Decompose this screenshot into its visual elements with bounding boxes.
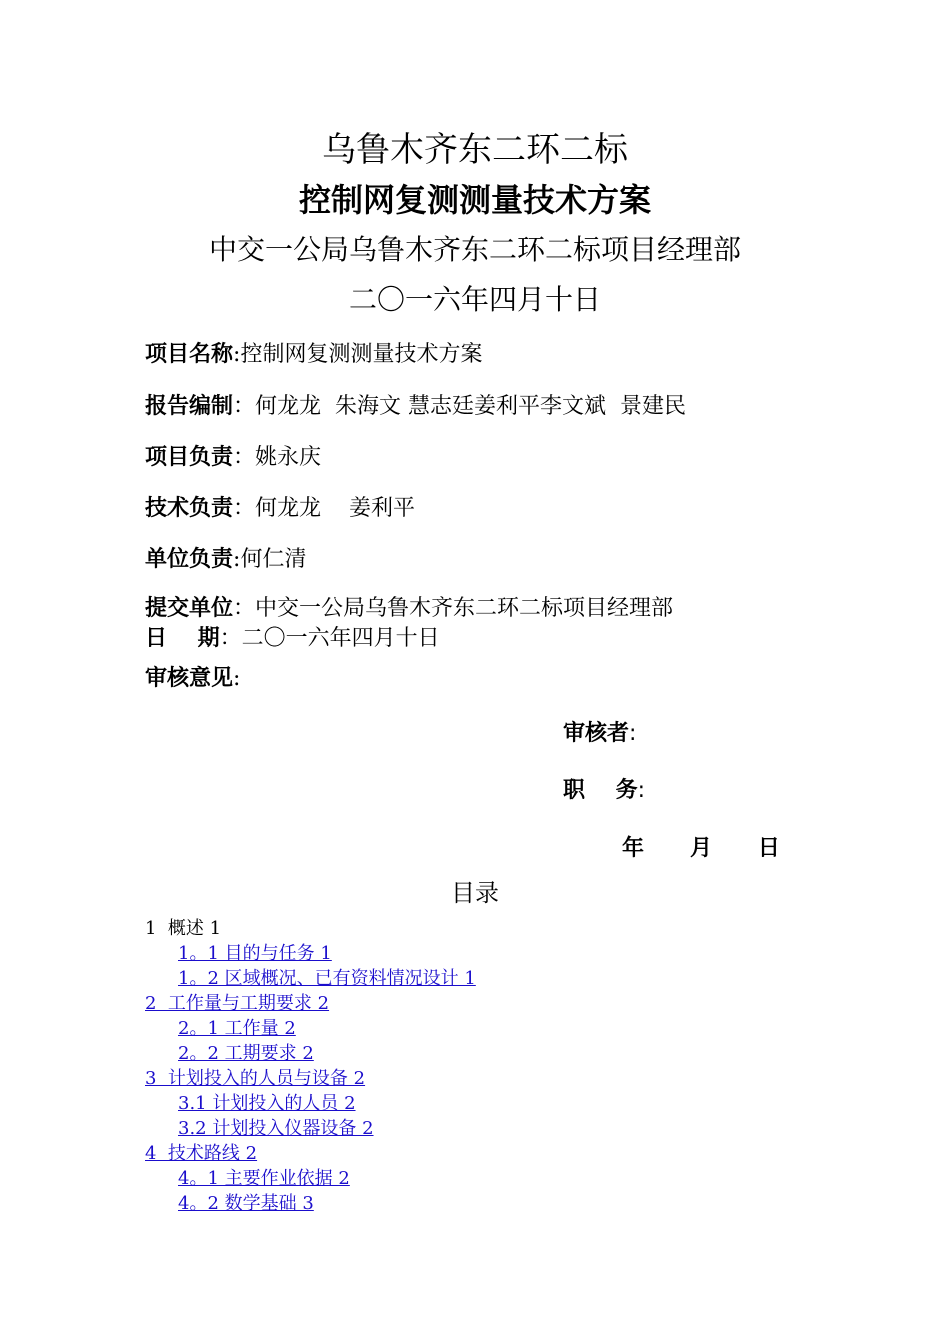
field-separator: ： — [233, 596, 256, 621]
toc-link[interactable]: 2 工作量与工期要求 2 — [145, 993, 330, 1014]
field-unit-lead — [145, 545, 306, 575]
field-label: 报告编制 — [145, 394, 234, 419]
toc-item[interactable] — [145, 1141, 845, 1166]
toc-item[interactable] — [145, 1066, 845, 1091]
field-value: 何仁清 — [240, 547, 307, 572]
position-label: 职 务 — [563, 778, 638, 803]
toc-link[interactable]: 4。2 数学基础 3 — [178, 1193, 314, 1214]
toc-item[interactable] — [145, 1116, 845, 1141]
toc-link[interactable]: 3 计划投入的人员与设备 2 — [145, 1068, 366, 1089]
field-project-lead — [145, 443, 321, 473]
field-tech-lead — [145, 494, 415, 524]
field-separator: ： — [219, 626, 242, 651]
field-label: 单位负责 — [145, 547, 234, 572]
document-title-line1: 乌鲁木齐东二环二标 — [322, 130, 628, 170]
toc-item[interactable] — [145, 1191, 845, 1216]
reviewer-line — [563, 719, 636, 749]
toc-text: 1 概述 1 — [145, 918, 222, 939]
field-value: 何龙龙 姜利平 — [255, 496, 416, 521]
toc-link[interactable]: 1。1 目的与任务 1 — [178, 943, 332, 964]
field-label: 提交单位 — [145, 596, 234, 621]
toc-link[interactable]: 3.2 计划投入仪器设备 2 — [178, 1118, 374, 1139]
toc-item[interactable] — [145, 1166, 845, 1191]
toc-link[interactable]: 4。1 主要作业依据 2 — [178, 1168, 350, 1189]
field-project-name — [145, 340, 482, 370]
field-separator: ： — [233, 394, 256, 419]
issuing-organization: 中交一公局乌鲁木齐东二环二标项目经理部 — [208, 233, 741, 266]
position-separator: : — [637, 778, 646, 803]
field-separator: : — [233, 666, 241, 691]
field-label: 项目负责 — [145, 445, 234, 470]
field-label: 项目名称 — [145, 342, 234, 367]
toc-item[interactable] — [145, 941, 845, 966]
field-value: 二〇一六年四月十日 — [241, 626, 440, 651]
field-date — [145, 624, 440, 654]
field-submit-unit — [145, 594, 673, 624]
field-value: 中交一公局乌鲁木齐东二环二标项目经理部 — [255, 596, 674, 621]
toc-item[interactable] — [145, 991, 845, 1016]
position-line — [563, 776, 645, 806]
field-separator: : — [233, 547, 241, 572]
field-label: 日 期 — [145, 626, 220, 651]
field-review-opinion — [145, 664, 240, 694]
toc-item[interactable] — [145, 1041, 845, 1066]
reviewer-separator: : — [629, 721, 637, 746]
reviewer-label: 审核者 — [563, 721, 630, 746]
toc-title: 目录 — [451, 879, 499, 907]
toc-item[interactable] — [145, 1091, 845, 1116]
field-separator: ： — [233, 445, 256, 470]
field-label: 技术负责 — [145, 496, 234, 521]
signature-date-line: 年 月 日 — [622, 836, 780, 861]
toc-link[interactable]: 3.1 计划投入的人员 2 — [178, 1093, 356, 1114]
toc-item[interactable] — [145, 966, 845, 991]
toc-link[interactable]: 2。2 工期要求 2 — [178, 1043, 314, 1064]
toc-link[interactable]: 4 技术路线 2 — [145, 1143, 258, 1164]
field-value: 控制网复测测量技术方案 — [240, 342, 483, 367]
field-label: 审核意见 — [145, 666, 234, 691]
field-separator: ： — [233, 496, 256, 521]
toc-list — [145, 916, 845, 1216]
issue-date: 二〇一六年四月十日 — [348, 283, 601, 316]
toc-link[interactable]: 1。2 区域概况、已有资料情况设计 1 — [178, 968, 476, 989]
field-report-authors — [145, 392, 686, 422]
toc-item[interactable] — [145, 1016, 845, 1041]
field-value: 何龙龙 朱海文 慧志廷姜利平李文斌 景建民 — [255, 394, 686, 419]
document-title-line2: 控制网复测测量技术方案 — [298, 181, 651, 219]
field-separator: : — [233, 342, 241, 367]
field-value: 姚永庆 — [255, 445, 322, 470]
toc-link[interactable]: 2。1 工作量 2 — [178, 1018, 296, 1039]
toc-item — [145, 916, 845, 941]
